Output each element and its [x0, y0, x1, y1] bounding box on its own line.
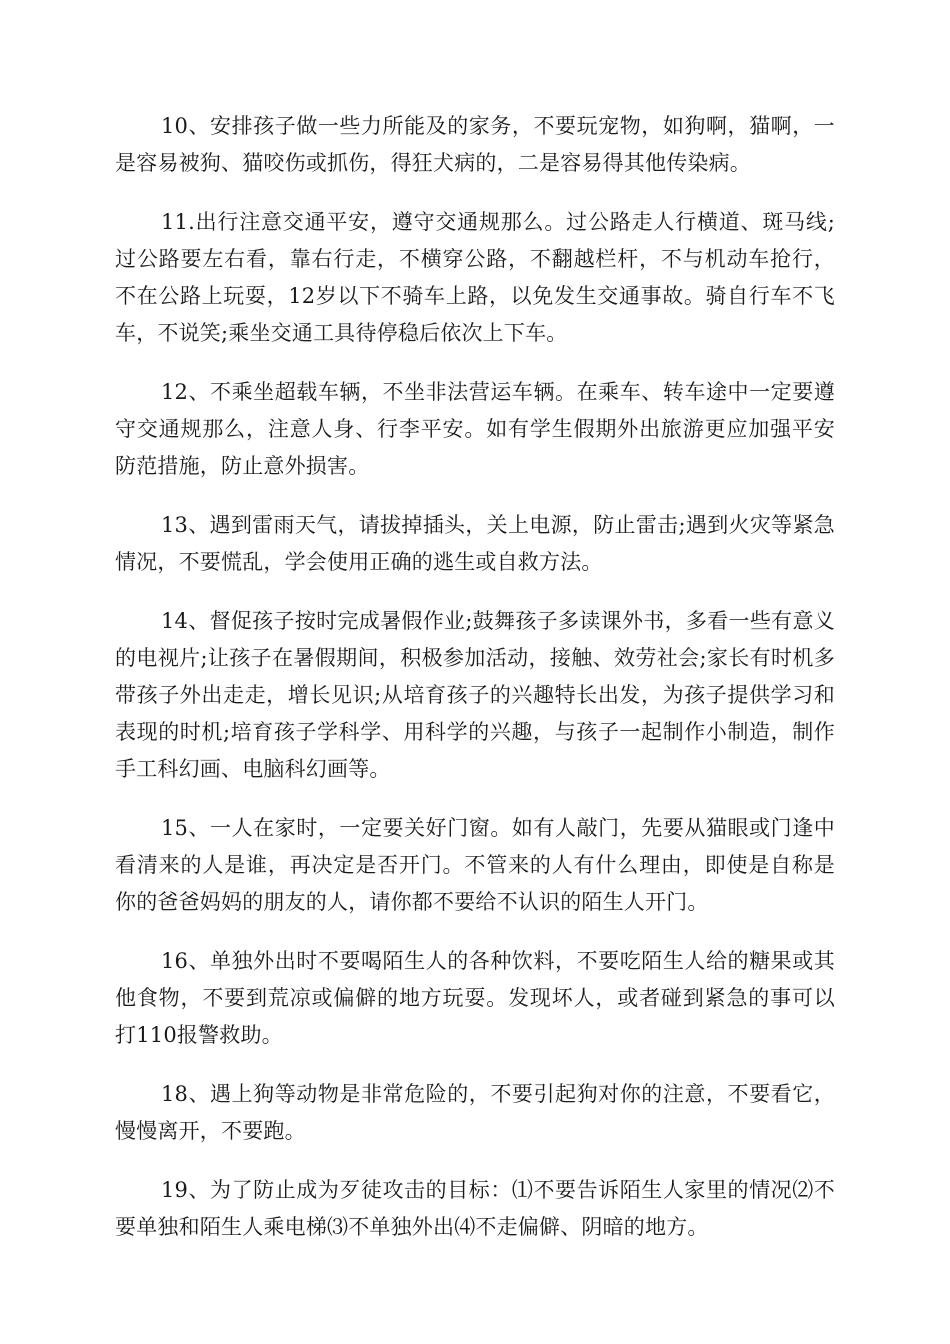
paragraph-14: 14、督促孩子按时完成暑假作业;鼓舞孩子多读课外书，多看一些有意义的电视片;让孩子在暑假期间，积极参加活动，接触、效劳社会;家长有时机多带孩子外出走走，增长见识;从培育孩子的兴趣特长出发，为孩子提供学习和表现的时机;培育孩子学科学、用科学的兴趣，与孩子一起制作小制造，制作手工科幻画、电脑科幻画等。 [115, 609, 835, 781]
paragraph-10: 10、安排孩子做一些力所能及的家务，不要玩宠物，如狗啊，猫啊，一是容易被狗、猫咬伤或抓伤，得狂犬病的，二是容易得其他传染病。 [115, 114, 835, 175]
document-body [115, 108, 835, 1268]
paragraph-13: 13、遇到雷雨天气，请拔掉插头，关上电源，防止雷击;遇到火灾等紧急情况，不要慌乱，学会使用正确的逃生或自救方法。 [115, 513, 835, 574]
paragraph-15: 15、一人在家时，一定要关好门窗。如有人敲门，先要从猫眼或门逢中看清来的人是谁，再决定是否开门。不管来的人有什么理由，即使是自称是你的爸爸妈妈的朋友的人，请你都不要给不认识的陌生人开门。 [115, 816, 835, 914]
paragraph-11: 11.出行注意交通平安，遵守交通规那么。过公路走人行横道、斑马线;过公路要左右看，靠右行走，不横穿公路，不翻越栏杆，不与机动车抢行，不在公路上玩耍，12岁以下不骑车上路，以免发生交通事故。骑自行车不飞车，不说笑;乘坐交通工具待停稳后依次上下车。 [115, 210, 835, 345]
paragraph-19: 19、为了防止成为歹徒攻击的目标：⑴不要告诉陌生人家里的情况⑵不要单独和陌生人乘电梯⑶不单独外出⑷不走偏僻、阴暗的地方。 [115, 1178, 835, 1239]
paragraph-12: 12、不乘坐超载车辆，不坐非法营运车辆。在乘车、转车途中一定要遵守交通规那么，注意人身、行李平安。如有学生假期外出旅游更应加强平安防范措施，防止意外损害。 [115, 380, 835, 478]
paragraph-16: 16、单独外出时不要喝陌生人的各种饮料，不要吃陌生人给的糖果或其他食物，不要到荒凉或偏僻的地方玩耍。发现坏人，或者碰到紧急的事可以打110报警救助。 [115, 949, 835, 1047]
paragraph-18: 18、遇上狗等动物是非常危险的，不要引起狗对你的注意，不要看它，慢慢离开，不要跑。 [115, 1082, 835, 1143]
